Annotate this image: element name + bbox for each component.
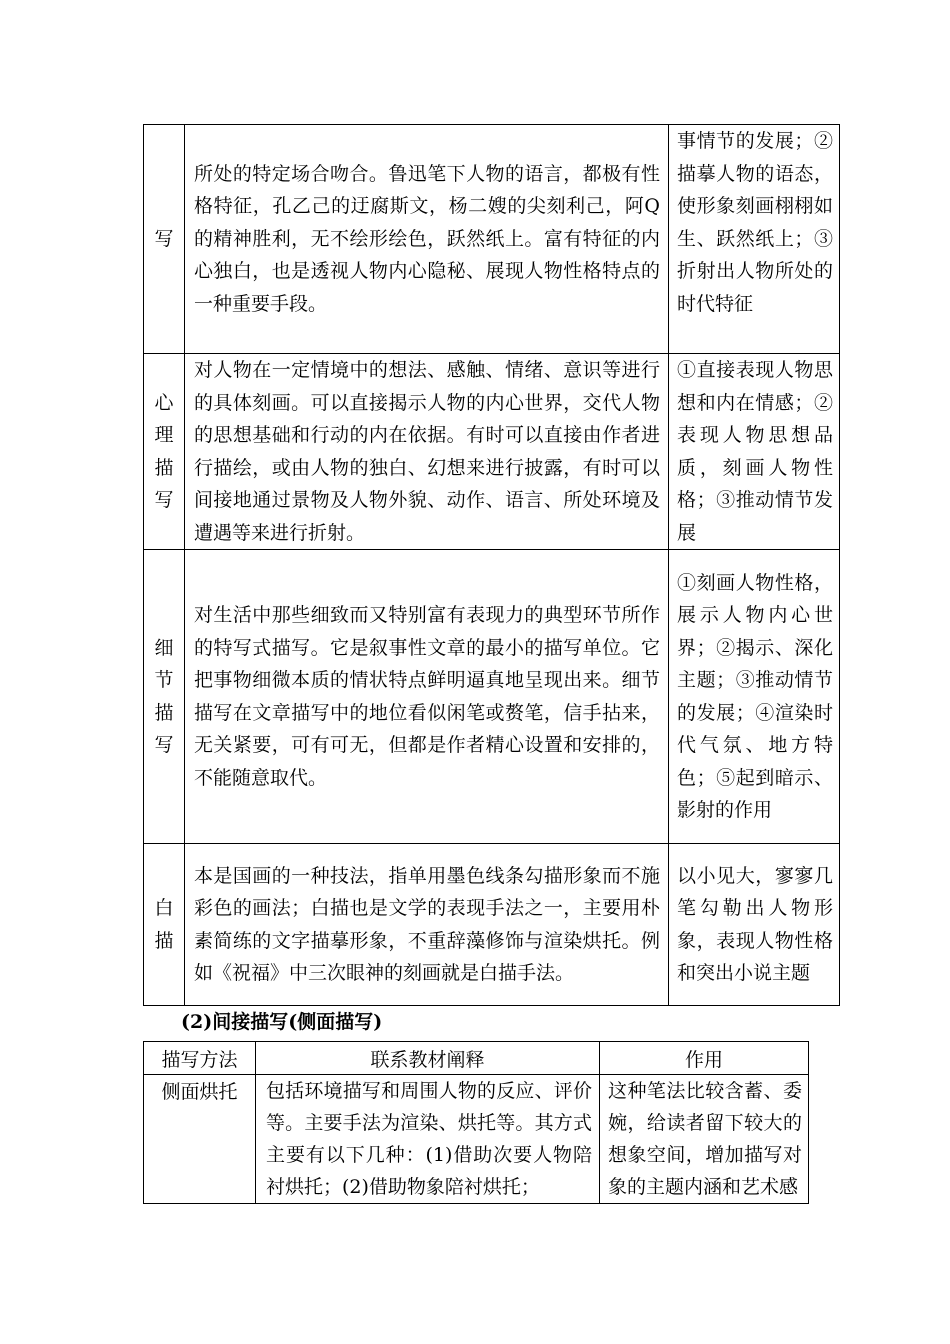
row-description: 本是国画的一种技法，指单用墨色线条勾描形象而不施彩色的画法；白描也是文学的表现手法之一，主要用朴素简练的文字描摹形象，不重辞藻修饰与渲染烘托。例如《祝福》中三次眼神的刻画就是白描手法。 <box>185 844 669 1006</box>
row-description: 所处的特定场合吻合。鲁迅笔下人物的语言，都极有性格特征，孔乙己的迂腐斯文，杨二嫂的尖刻利己，阿Q的精神胜利，无不绘形绘色，跃然纸上。富有特征的内心独白，也是透视人物内心隐秘、展现人物性格特点的一种重要手段。 <box>185 125 669 354</box>
row-label <box>144 550 185 844</box>
row-method <box>144 1075 256 1204</box>
row-label <box>144 844 185 1006</box>
table-row <box>144 844 840 1006</box>
row-effect-text: 这种笔法比较含蓄、委婉，给读者留下较大的想象空间，增加描写对象的主题内涵和艺术感 <box>608 1080 802 1198</box>
row-effect: 事情节的发展；②描摹人物的语态，使形象刻画栩栩如生、跃然纸上；③折射出人物所处的时代特征 <box>669 125 840 354</box>
header-method: 描写方法 <box>144 1042 256 1075</box>
row-effect: ①直接表现人物思想和内在情感；②表现人物思想品质，刻画人物性格；③推动情节发展 <box>669 354 840 550</box>
description-methods-table <box>143 124 840 1006</box>
row-explanation-text: 包括环境描写和周围人物的反应、评价等。主要手法为渲染、烘托等。其方式主要有以下几种：(1)借助次要人物陪衬烘托；(2)借助物象陪衬烘托； <box>266 1080 592 1198</box>
table-row <box>144 1075 809 1204</box>
row-method-text: 侧面烘托 <box>161 1081 238 1103</box>
table-row <box>144 354 840 550</box>
table-header-row <box>144 1042 809 1075</box>
row-label-text: 细节描写 <box>154 636 174 756</box>
row-effect: 以小见大，寥寥几笔勾勒出人物形象，表现人物性格和突出小说主题 <box>669 844 840 1006</box>
table-row <box>144 550 840 844</box>
row-effect: ①刻画人物性格，展示人物内心世界；②揭示、深化主题；③推动情节的发展；④渲染时代气氛、地方特色；⑤起到暗示、影射的作用 <box>669 550 840 844</box>
row-effect <box>600 1075 809 1204</box>
indirect-description-table <box>143 1041 809 1204</box>
header-explanation: 联系教材阐释 <box>256 1042 600 1075</box>
row-label <box>144 354 185 550</box>
row-label: 写 <box>144 125 185 354</box>
table-row <box>144 125 840 354</box>
row-description: 对人物在一定情境中的想法、感触、情绪、意识等进行的具体刻画。可以直接揭示人物的内心世界，交代人物的思想基础和行动的内在依据。有时可以直接由作者进行描绘，或由人物的独白、幻想来进行披露，有时可以间接地通过景物及人物外貌、动作、语言、所处环境及遭遇等来进行折射。 <box>185 354 669 550</box>
section-subheading: (2)间接描写(侧面描写) <box>181 1011 383 1033</box>
header-effect: 作用 <box>600 1042 809 1075</box>
row-label-text: 白描 <box>154 897 174 952</box>
row-explanation <box>256 1075 600 1204</box>
row-description: 对生活中那些细致而又特别富有表现力的典型环节所作的特写式描写。它是叙事性文章的最小的描写单位。它把事物细微本质的情状特点鲜明逼真地呈现出来。细节描写在文章描写中的地位看似闲笔或赘笔，信手拈来，无关紧要，可有可无，但都是作者精心设置和安排的，不能随意取代。 <box>185 550 669 844</box>
row-label-text: 心理描写 <box>154 391 174 511</box>
